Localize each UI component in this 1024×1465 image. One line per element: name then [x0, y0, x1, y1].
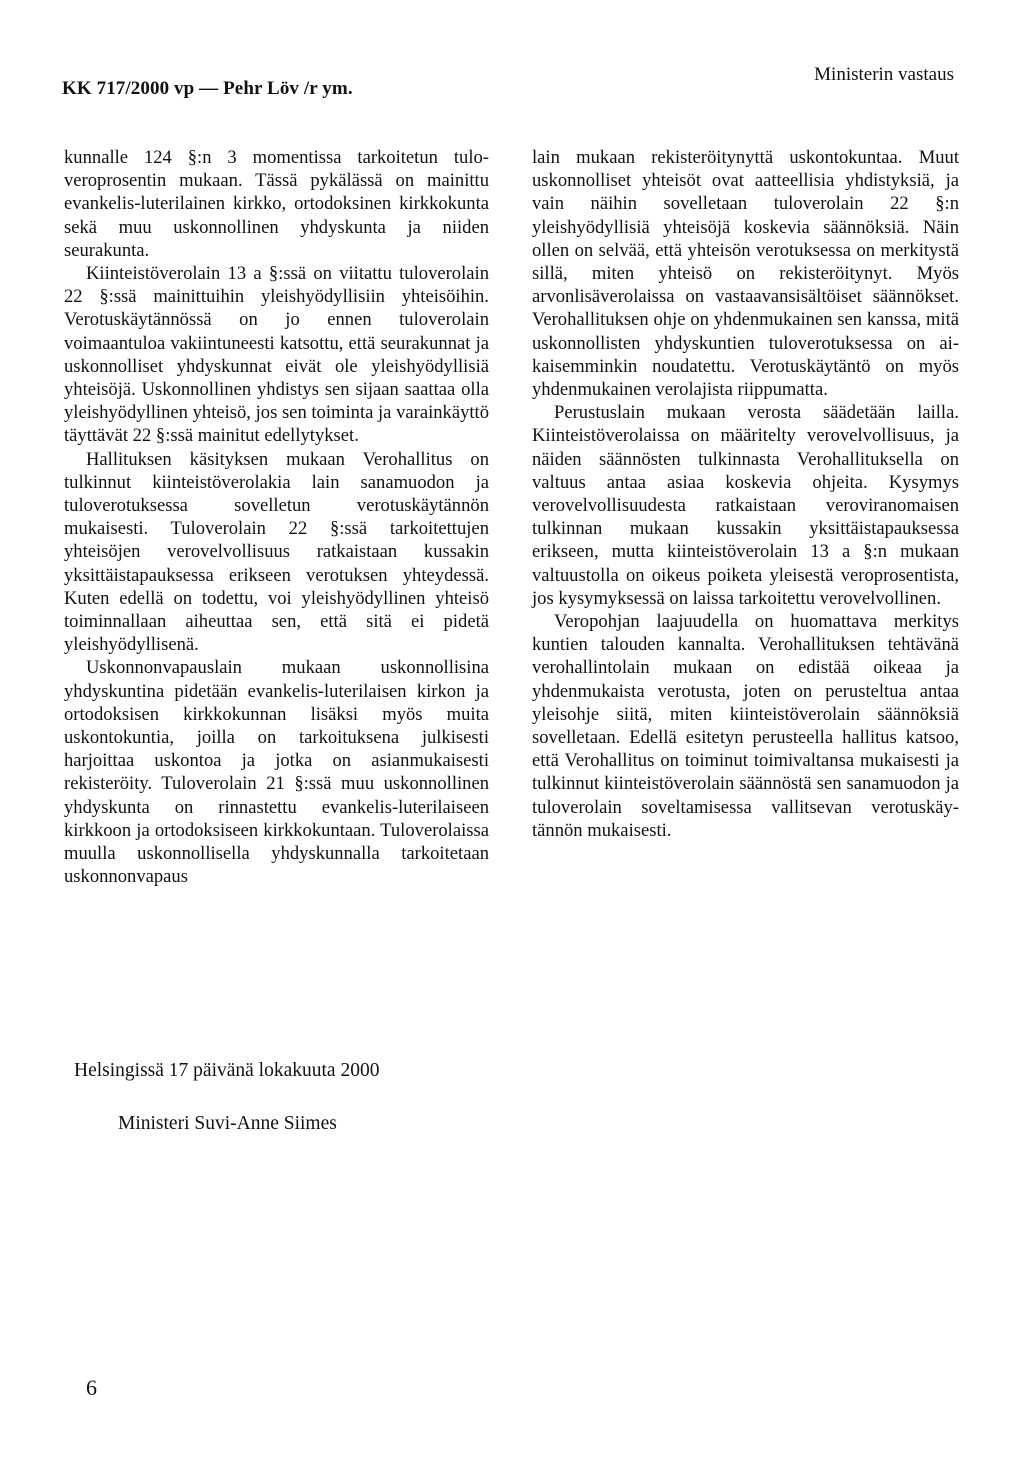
paragraph: kunnalle 124 §:n 3 momentissa tarkoitetun tuloveroprosentin mukaan. Tässä pykälässä on mainittu evankelis-luterilainen kirkko, ortodoksinen kirkkokunta sekä muu uskonnollinen yhdyskunta ja niiden seurakunta.: [64, 147, 489, 261]
paragraph: Uskonnonvapauslain mukaan uskonnollisina yhdyskuntina pidetään evankelis-luterilaisen kirkon ja ortodoksisen kirkkokunnan lisäksi myös muita uskontokuntia, joilla on tarkoituksena julkisesti harjoittaa uskontoa ja jotka on asianmukaisesti rekisteröity. Tuloverolain 21 §:ssä muu uskonnollinen yhdyskunta on rinnastettu evankelis-luterilaiseen kirkkoon ja ortodoksiseen kirkkokuntaan. Tuloverolaissa muulla uskonnollisella yhdyskunnalla tarkoitetaan uskonnonvapaus: [64, 657, 489, 888]
document-reference: KK 717/2000 vp — Pehr Löv /r ym.: [62, 78, 353, 99]
right-text-column: [532, 146, 959, 842]
section-title: Ministerin vastaus: [814, 64, 954, 85]
paragraph: lain mukaan rekisteröitynyttä uskontokuntaa. Muut uskonnolliset yhteisöt ovat aatteellisia yhdistyksiä, ja vain näihin sovelletaan tuloverolain 22 §:n yleishyödyllisiä yhteisöjä koskevia säännöksiä. Näin ollen on selvää, että yhteisön verotuksessa on merkitystä sillä, miten yhteisö on rekisteröitynyt. Myös arvonlisäverolaissa on vastaavansisältöiset säännökset. Verohallituksen ohje on yhdenmukainen sen kanssa, mitä uskonnollisten yhdyskuntien tuloverotuksessa on aikaisemminkin noudatettu. Verotuskäytäntö on myös yhdenmukainen verolajista riippumatta.: [532, 147, 959, 401]
paragraph: Kiinteistöverolain 13 a §:ssä on viitattu tuloverolain 22 §:ssä mainittuihin yleishyödyllisiin yhteisöihin. Verotuskäytännössä on jo ennen tuloverolain voimaantuloa vakiintuneesti katsottu, että seurakunnat ja uskonnolliset yhdyskunnat eivät ole yleishyödyllisiä yhteisöjä. Uskonnollinen yhdistys sen sijaan saattaa olla yleishyödyllinen yhteisö, jos sen toiminta ja varainkäyttö täyttävät 22 §:ssä mainitut edellytykset.: [64, 263, 490, 447]
signature-name: Ministeri Suvi-Anne Siimes: [118, 1113, 337, 1134]
paragraph: Hallituksen käsityksen mukaan Verohallitus on tulkinnut kiinteistöverolakia lain sanamuodon ja tuloverotuksessa sovelletun verotuskäytännön mukaisesti. Tuloverolain 22 §:ssä tarkoitettujen yhteisöjen verovelvollisuus ratkaistaan kussakin yksittäistapauksessa erikseen verotuksen yhteydessä. Kuten edellä on todettu, voi yleishyödyllinen yhteisö toiminnallaan aiheuttaa sen, että sitä ei pidetä yleishyödyllisenä.: [64, 448, 489, 656]
page-number: 6: [86, 1375, 97, 1400]
paragraph: Perustuslain mukaan verosta säädetään lailla. Kiinteistöverolaissa on määritelty verovelvollisuus, ja näiden säännösten tulkinnasta Verohallituksella on valtuus antaa asiaa koskevia ohjeita. Kysymys verovelvollisuudesta ratkaistaan veroviranomaisen tulkinnan mukaan kussakin yksittäistapauksessa erikseen, mutta kiinteistöverolain 13 a §:n mukaan valtuustolla on oikeus poiketa yleisestä veroprosentista, jos kysymyksessä on laissa tarkoitettu verovelvollinen.: [532, 402, 959, 609]
signature-place-date: Helsingissä 17 päivänä lokakuuta 2000: [74, 1060, 380, 1081]
left-text-column: [64, 146, 489, 889]
paragraph: Veropohjan laajuudella on huomattava merkitys kuntien talouden kannalta. Verohallituksen tehtävänä verohallintolain mukaan on edistää oikeaa ja yhdenmukaista verotusta, joten on perusteltua antaa yleisohje siitä, miten kiinteistöverolain säännöksiä sovelletaan. Edellä esitetyn perusteella hallitus katsoo, että Verohallitus on toiminut toimivaltansa mukaisesti ja tulkinnut kiinteistöverolain säännöstä sen sanamuodon ja tuloverolain soveltamisessa vallitsevan verotuskäytännön mukaisesti.: [532, 611, 959, 841]
